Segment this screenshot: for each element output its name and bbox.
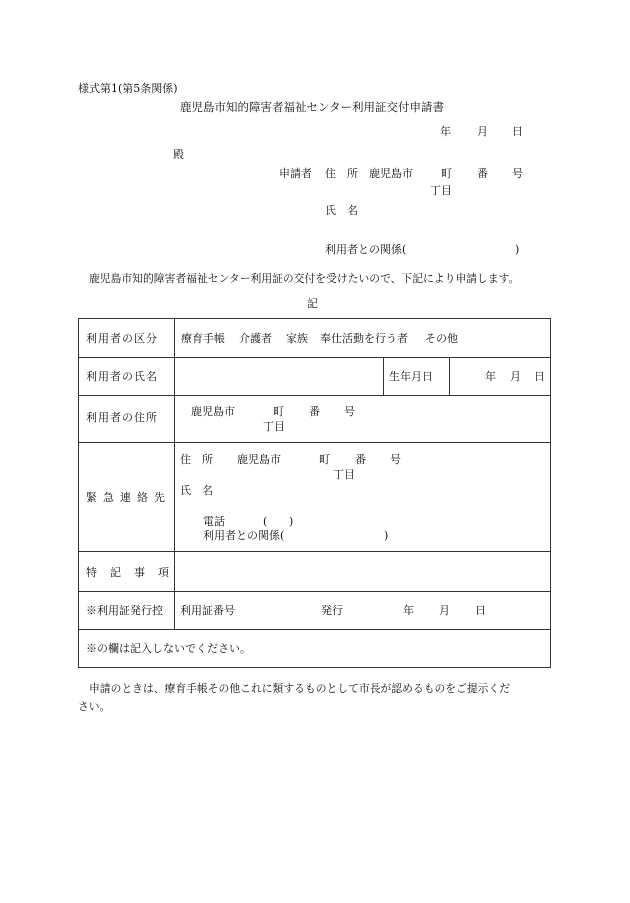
date-month: 月 [477, 125, 488, 138]
statement: 鹿児島市知的障害者福祉センター利用証の交付を受けたいので、下記により申請します。 [89, 272, 520, 285]
applicant-ban: 番 [477, 167, 488, 180]
emergency-address-chome: 丁目 [333, 468, 355, 481]
footer-line-2: さい。 [78, 700, 111, 713]
option-family: 家族 [286, 332, 308, 345]
emergency-relation-label: 利用者との関係( [203, 529, 285, 542]
birth-year: 年 [485, 370, 496, 383]
emergency-name-label: 氏 名 [180, 484, 213, 497]
option-caregiver: 介護者 [239, 332, 272, 345]
applicant-label: 申請者 [279, 167, 312, 180]
row-label-user-address: 利用者の住所 [86, 411, 158, 424]
table-note: ※の欄は記入しないでください。 [86, 642, 251, 655]
row-divider [79, 442, 550, 443]
birth-month: 月 [510, 370, 521, 383]
option-other: その他 [425, 332, 458, 345]
issue-year: 年 [403, 604, 414, 617]
column-divider [383, 357, 384, 395]
form-number: 様式第1(第5条関係) [78, 82, 178, 95]
addressee-suffix: 殿 [173, 148, 184, 161]
card-number-label: 利用証番号 [180, 604, 235, 617]
row-label-issue-record: ※利用証発行控 [86, 604, 163, 617]
user-address-go: 号 [344, 405, 355, 418]
emergency-relation-close: ) [384, 529, 389, 542]
applicant-relation-label: 利用者との関係( [325, 243, 407, 256]
application-table [78, 318, 551, 668]
user-address-ban: 番 [309, 405, 320, 418]
row-divider [79, 629, 550, 630]
issue-day: 日 [475, 604, 486, 617]
issue-month: 月 [439, 604, 450, 617]
applicant-go: 号 [512, 167, 523, 180]
option-ryoiku-techo: 療育手帳 [181, 332, 225, 345]
date-day: 日 [512, 125, 523, 138]
emergency-address-town: 町 [319, 453, 330, 466]
row-divider [79, 395, 550, 396]
option-volunteer: 奉仕活動を行う者 [320, 332, 408, 345]
emergency-phone-close: ) [289, 515, 294, 528]
user-address-chome: 丁目 [263, 420, 285, 433]
applicant-relation-close: ) [515, 243, 520, 256]
user-address-town: 町 [273, 405, 284, 418]
emergency-address-label: 住 所 [180, 453, 213, 466]
applicant-town: 町 [441, 167, 452, 180]
form-title: 鹿児島市知的障害者福祉センター利用証交付申請書 [180, 100, 445, 114]
row-divider [79, 357, 550, 358]
column-divider [449, 357, 450, 395]
emergency-phone-open: ( [263, 515, 268, 528]
user-address-city: 鹿児島市 [191, 405, 235, 418]
applicant-chome: 丁目 [430, 184, 452, 197]
row-divider [79, 551, 550, 552]
row-label-user-name: 利用者の氏名 [86, 370, 158, 383]
column-divider [174, 319, 175, 629]
date-year: 年 [440, 125, 451, 138]
applicant-address-label: 住 所 [325, 167, 358, 180]
birth-date-label: 生年月日 [389, 370, 433, 383]
footer-line-1: 申請のときは、療育手帳その他これに類するものとして市長が認めるものをご提示くだ [89, 682, 511, 695]
emergency-address-ban: 番 [355, 453, 366, 466]
emergency-address-city: 鹿児島市 [237, 453, 281, 466]
birth-day: 日 [534, 370, 545, 383]
row-label-emergency-contact: 緊急連絡先 [86, 491, 171, 504]
emergency-address-go: 号 [390, 453, 401, 466]
ki-mark: 記 [307, 297, 318, 310]
row-label-user-category: 利用者の区分 [86, 332, 158, 345]
applicant-name-label: 氏 名 [325, 204, 358, 217]
applicant-city: 鹿児島市 [369, 167, 413, 180]
row-divider [79, 591, 550, 592]
issue-label: 発行 [321, 604, 343, 617]
row-label-special-notes: 特記事項 [86, 566, 182, 579]
emergency-phone-label: 電話 [203, 515, 225, 528]
